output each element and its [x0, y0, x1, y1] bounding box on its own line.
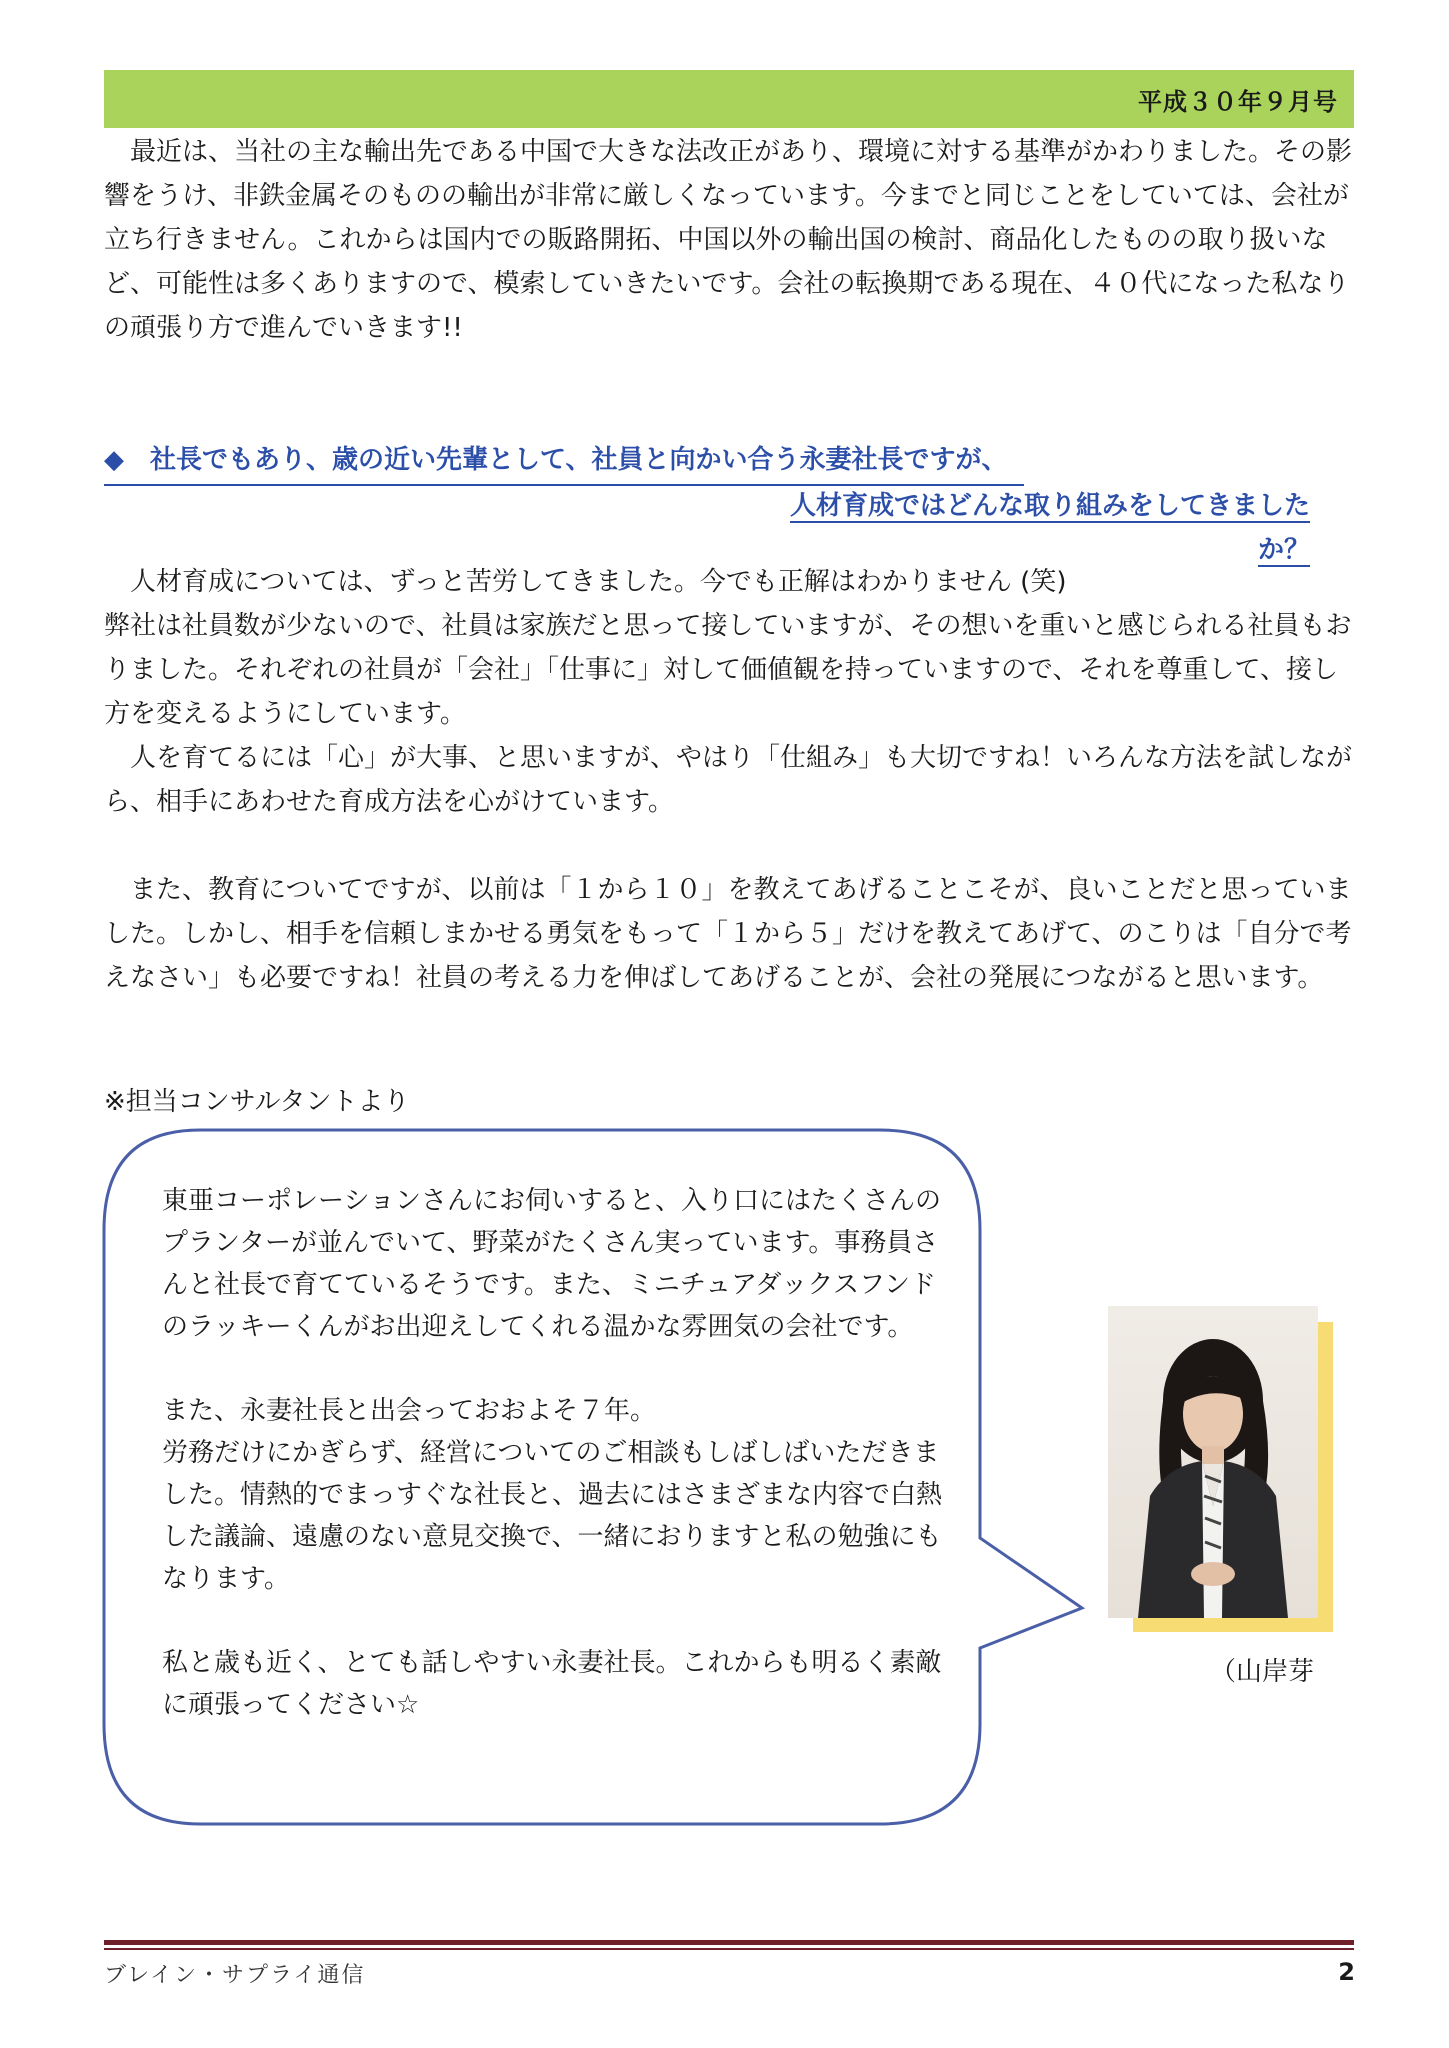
- hr-paragraph-2: また、教育についてですが、以前は「１から１０」を教えてあげることこそが、良いことだと思っていました。しかし、相手を信頼しまかせる勇気をもって「１から５」だけを教えてあげて、のこりは「自分で考えなさい」も必要ですね！社員の考える力を伸ばしてあげることが、会社の発展につながると思います。: [104, 875, 1352, 993]
- question-line-1: [104, 440, 1024, 486]
- page-number: 2: [1338, 1958, 1355, 1986]
- issue-date: 平成３０年９月号: [1138, 88, 1338, 116]
- consultant-photo: [1108, 1306, 1318, 1618]
- question-text-2: 人材育成ではどんな取り組みをしてきましたか？: [789, 491, 1310, 565]
- diamond-icon: ◆: [104, 445, 124, 475]
- footer-title: ブレイン・サプライ通信: [104, 1963, 366, 1988]
- hr-paragraph-1: 人材育成については、ずっと苦労してきました。今でも正解はわかりません (笑) 弊社は社員数が少ないので、社員は家族だと思って接していますが、その想いを重いと感じられる社員もおりました。それぞれの社員が「会社」「仕事に」対して価値観を持っていますので、それを尊重して、接し方を変えるようにしています。 人を育てるには「心」が大事、と思いますが、やはり「仕組み」も大切ですね！いろんな方法を試しながら、相手にあわせた育成方法を心がけています。: [104, 567, 1353, 817]
- consultant-name: （山岸芽: [1210, 1657, 1315, 1687]
- consultant-heading: ※担当コンサルタントより: [104, 1087, 410, 1117]
- portrait-icon: [1108, 1306, 1318, 1618]
- footer-rule-thin: [104, 1948, 1354, 1950]
- footer-rule: [104, 1940, 1354, 1945]
- question-line-2: [750, 484, 1310, 565]
- question-text-1: 社長でもあり、歳の近い先輩として、社員と向かい合う永妻社長ですが、: [150, 445, 1008, 475]
- consultant-message: 東亜コーポレーションさんにお伺いすると、入り口にはたくさんのプランターが並んでいて、野菜がたくさん実っています。事務員さんと社長で育てているそうです。また、ミニチュアダックスフンドのラッキーくんがお出迎えしてくれる温かな雰囲気の会社です。 また、永妻社長と出会っておおよそ７年。 労務だけにかぎらず、経営についてのご相談もしばしばいただきました。情熱的でまっすぐな社長と、過去にはさまざまな内容で白熱した議論、遠慮のない意見交換で、一緒におりますと私の勉強にもなります。 私と歳も近く、とても話しやすい永妻社長。これからも明るく素敵に頑張ってください☆: [162, 1186, 943, 1720]
- intro-paragraph: 最近は、当社の主な輸出先である中国で大きな法改正があり、環境に対する基準がかわりました。その影響をうけ、非鉄金属そのものの輸出が非常に厳しくなっています。今までと同じことをしていては、会社が立ち行きません。これからは国内での販路開拓、中国以外の輸出国の検討、商品化したものの取り扱いなど、可能性は多くありますので、模索していきたいです。会社の転換期である現在、４０代になった私なりの頑張り方で進んでいきます!!: [104, 137, 1353, 343]
- header-band: [104, 70, 1354, 128]
